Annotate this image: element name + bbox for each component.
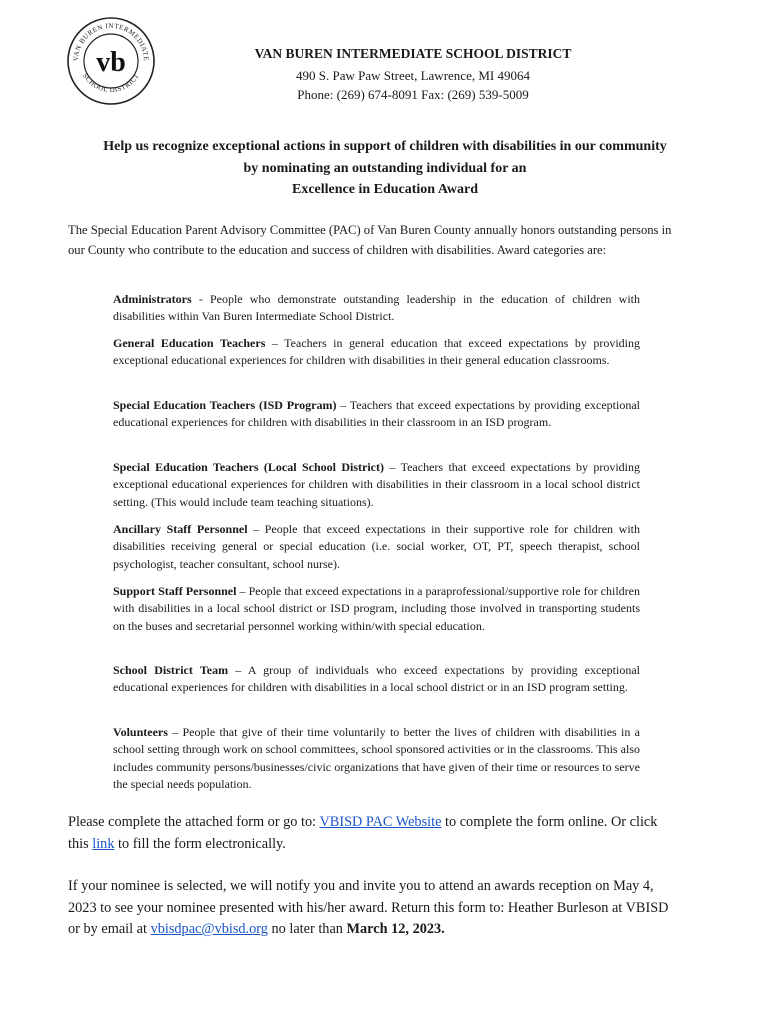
category-title: Administrators: [113, 292, 192, 306]
intro-paragraph: The Special Education Parent Advisory Committee (PAC) of Van Buren County annually honors outstanding persons in our County who contribute to the education and success of children with disabilities. Award categories are:: [68, 223, 672, 257]
category-description: – Teachers that exceed expectations by providing exceptional educational experiences for children with disabilities in their classroom in a local school district setting. (This would include team teaching situations).: [113, 460, 641, 509]
category-ancillary-staff: [113, 521, 640, 573]
pac-email-link[interactable]: vbisdpac@vbisd.org: [150, 921, 268, 937]
notification-text: If your nominee is selected, we will notify you and invite you to attend an awards reception on May 4, 2023 to see your nominee presented with his/her award. Return this form to: Heather Burleson at VBISD or by email at: [68, 878, 669, 937]
headline-line-1: Help us recognize exceptional actions in support of children with disabilities in our community: [103, 139, 667, 154]
notification-text: no later than: [267, 921, 347, 937]
pac-website-link[interactable]: VBISD PAC Website: [319, 814, 442, 830]
category-title: Volunteers: [113, 725, 168, 739]
category-description: – Teachers that exceed expectations by providing exceptional educational experiences for children with disabilities in their classroom in an ISD program.: [113, 398, 640, 430]
deadline-date: March 12, 2023.: [346, 921, 445, 937]
district-phone-fax: Phone: (269) 674-8091 Fax: (269) 539-5009: [297, 87, 529, 102]
category-special-ed-teachers-isd: [113, 397, 640, 432]
category-general-education-teachers: [113, 335, 640, 370]
headline-award-title: Excellence in Education Award: [291, 182, 479, 197]
category-title: Special Education Teachers (ISD Program): [113, 398, 337, 412]
district-address: 490 S. Paw Paw Street, Lawrence, MI 49064: [296, 68, 530, 83]
seal-ring-top: VAN BUREN INTERMEDIATE: [71, 21, 151, 62]
category-title: Special Education Teachers (Local School District): [113, 460, 385, 474]
category-title: Support Staff Personnel: [113, 584, 237, 598]
instructions-text: to fill the form electronically.: [114, 835, 286, 852]
category-administrators: [113, 291, 640, 326]
category-title: General Education Teachers: [113, 336, 266, 350]
category-title: School District Team: [113, 663, 229, 677]
category-description: – A group of individuals who exceed expectations by providing exceptional educational experiences for children with disabilities in a local school district or in an ISD program setting.: [113, 663, 640, 695]
category-description: – People that exceed expectations in a paraprofessional/supportive role for children with disabilities in a local school district or ISD program, including those involved in transporting students on the buses and secretarial personnel working within/with special education.: [113, 584, 640, 633]
district-name: VAN BUREN INTERMEDIATE SCHOOL DISTRICT: [254, 46, 572, 61]
category-description: - People who demonstrate outstanding leadership in the education of children with disabilities within Van Buren Intermediate School District.: [113, 292, 640, 324]
category-volunteers: [113, 724, 640, 793]
category-title: Ancillary Staff Personnel: [113, 522, 248, 536]
instructions-paragraph: [68, 812, 678, 855]
category-special-ed-teachers-local: [113, 459, 640, 511]
category-support-staff: [113, 583, 640, 635]
headline-line-2: by nominating an outstanding individual for an: [243, 161, 527, 176]
instructions-text: to complete the form online. Or click this: [68, 814, 658, 852]
electronic-form-link[interactable]: link: [92, 835, 115, 852]
category-description: – Teachers in general education that exceed expectations by providing exceptional educational experiences for children with disabilities in their general education classrooms.: [113, 336, 640, 368]
category-description: – People that exceed expectations in their supportive role for children with disabilities receiving general or special education (i.e. social worker, OT, PT, speech therapist, school psychologist, teacher consultant, school nurse).: [113, 522, 640, 571]
seal-ring-bottom: SCHOOL DISTRICT: [81, 72, 141, 95]
instructions-text: Please complete the attached form or go to:: [68, 814, 320, 830]
category-school-district-team: [113, 662, 640, 697]
notification-paragraph: [68, 876, 678, 941]
category-description: – People that give of their time voluntarily to better the lives of children with disabilities in a school setting through work on school committees, school sponsored activities or in the classrooms. This also includes community persons/businesses/civic organizations that have given of their time or resources to serve the special needs population.: [113, 725, 640, 791]
seal-monogram: vb: [96, 47, 126, 78]
